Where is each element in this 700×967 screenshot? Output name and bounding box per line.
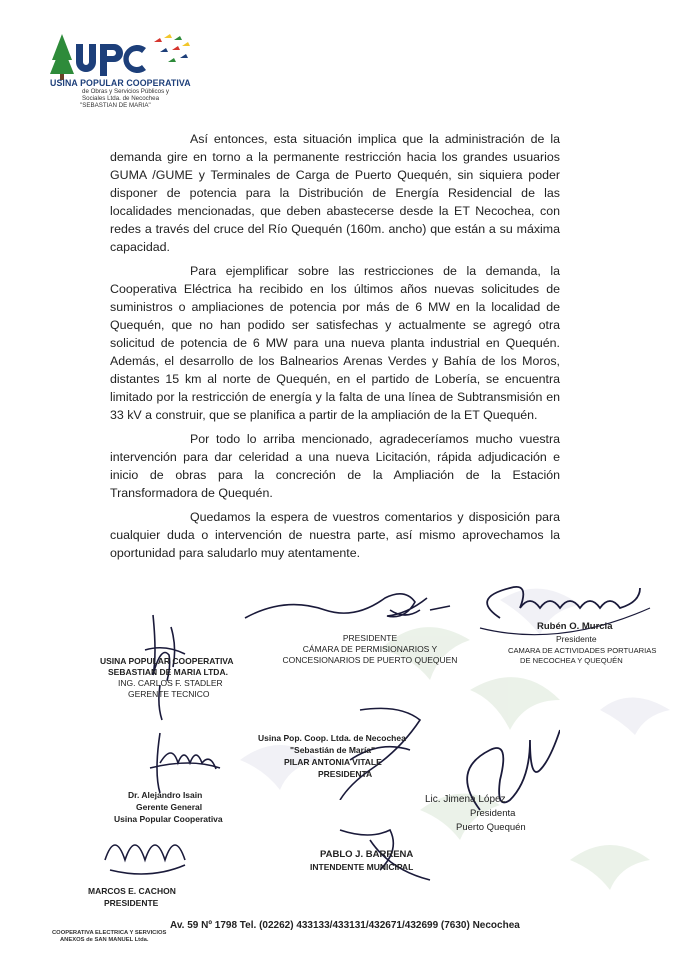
sig-isain-org: Usina Popular Cooperativa xyxy=(114,814,223,824)
footer-coop-line: ANEXOS de SAN MANUEL Ltda. xyxy=(60,937,149,943)
sig-cachon-title: PRESIDENTE xyxy=(104,898,159,908)
sig-isain-title: Gerente General xyxy=(136,802,203,812)
sig-murcia-name: Rubén O. Murcia xyxy=(537,621,613,632)
footer-coop-line: COOPERATIVA ELECTRICA Y SERVICIOS xyxy=(52,930,167,936)
sig-murcia-org: CAMARA DE ACTIVIDADES PORTUARIAS xyxy=(508,646,657,655)
org-line: Sociales Ltda. de Necochea xyxy=(82,95,160,102)
letter-body xyxy=(110,130,560,568)
body-paragraph: Por todo lo arriba mencionado, agradeceríamos mucho vuestra intervención para dar celeridad a una nueva Licitación, rápida adjudicación e inicio de obras para la concreción de la Ampliación de la Estación Transformadora de Quequén. xyxy=(110,432,560,500)
body-paragraph: Quedamos la espera de vuestros comentarios y disposición para cualquier duda o intervención de nuestra parte, así mismo aprovechamos la oportunidad para saludarlo muy atentamente. xyxy=(110,510,560,560)
signature-isain xyxy=(140,728,230,798)
org-line: de Obras y Servicios Públicos y xyxy=(82,88,170,95)
sig-murcia-title: Presidente xyxy=(556,634,597,644)
sig-lopez-name: Lic. Jimena López xyxy=(425,794,506,805)
sig-vitale-org: Usina Pop. Coop. Ltda. de Necochea xyxy=(258,733,406,743)
signature-cachon xyxy=(95,830,195,890)
sig-vitale-org2: "Sebastián de María" xyxy=(290,745,376,755)
sig-lopez-org: Puerto Quequén xyxy=(456,822,526,833)
sig-camara-title: PRESIDENTE xyxy=(342,633,398,643)
sig-vitale-name: PILAR ANTONIA VITALE xyxy=(284,757,382,767)
sig-stadler-name: ING. CARLOS F. STADLER xyxy=(118,678,223,688)
org-line: "SEBASTIAN DE MARIA" xyxy=(80,102,151,109)
signature-camara xyxy=(240,580,460,640)
footer-coop xyxy=(52,930,166,944)
sig-barrena-name: PABLO J. BARRENA xyxy=(320,849,414,860)
body-paragraph: Para ejemplificar sobre las restricciones de la demanda, la Cooperativa Eléctrica ha recibido en los últimos años nuevas solicitudes de suministros o ampliaciones de potencia por más de 6 MW en la localidad de Quequén, que no han podido ser satisfechas y actualmente se agregó otra solicitud de potencia de 6 MW para una nueva planta industrial en Quequén. Además, el desarrollo de los Balnearios Arenas Verdes y Bahía de los Moros, distantes 15 km al norte de Quequén, en el partido de Lobería, se encuentra limitado por la restricción de energía y la falta de una línea de Subtransmisión en 33 kV a construir, que se planifica a partir de la ampliación de la ET Quequén. xyxy=(110,264,560,422)
sig-cachon-name: MARCOS E. CACHON xyxy=(88,886,176,896)
sig-stadler-title: GERENTE TECNICO xyxy=(128,689,210,699)
sig-stadler-org2: SEBASTIAN DE MARIA LTDA. xyxy=(108,667,228,677)
sig-lopez-title: Presidenta xyxy=(470,808,516,819)
sig-barrena-title: INTENDENTE MUNICIPAL xyxy=(310,862,414,872)
sig-stadler-org: USINA POPULAR COOPERATIVA xyxy=(100,656,234,666)
sig-camara-org: CÁMARA DE PERMISIONARIOS Y xyxy=(302,644,438,654)
sig-vitale-title: PRESIDENTA xyxy=(318,769,373,779)
sig-camara-org2: CONCESIONARIOS DE PUERTO QUEQUEN xyxy=(282,655,458,665)
org-name: USINA POPULAR COOPERATIVA xyxy=(50,78,191,88)
body-paragraph: Así entonces, esta situación implica que la administración de la demanda gire en torno a la permanente restricción hacia los grandes usuarios GUMA /GUME y Terminales de Carga de Puerto Quequén, sin siquiera poder disponer de potencia para la Distribución de Energía Residencial de las localidades mencionadas, que deben abastecerse desde la ET Necochea, con redes a través del cruce del Río Quequén (160m. ancho) que están a su máxima capacidad. xyxy=(110,132,560,254)
sig-murcia-org2: DE NECOCHEA Y QUEQUÉN xyxy=(520,656,623,665)
footer-address: Av. 59 Nº 1798 Tel. (02262) 433133/433131/432671/432699 (7630) Necochea xyxy=(170,920,520,931)
sig-isain-name: Dr. Alejandro Isain xyxy=(128,790,203,800)
